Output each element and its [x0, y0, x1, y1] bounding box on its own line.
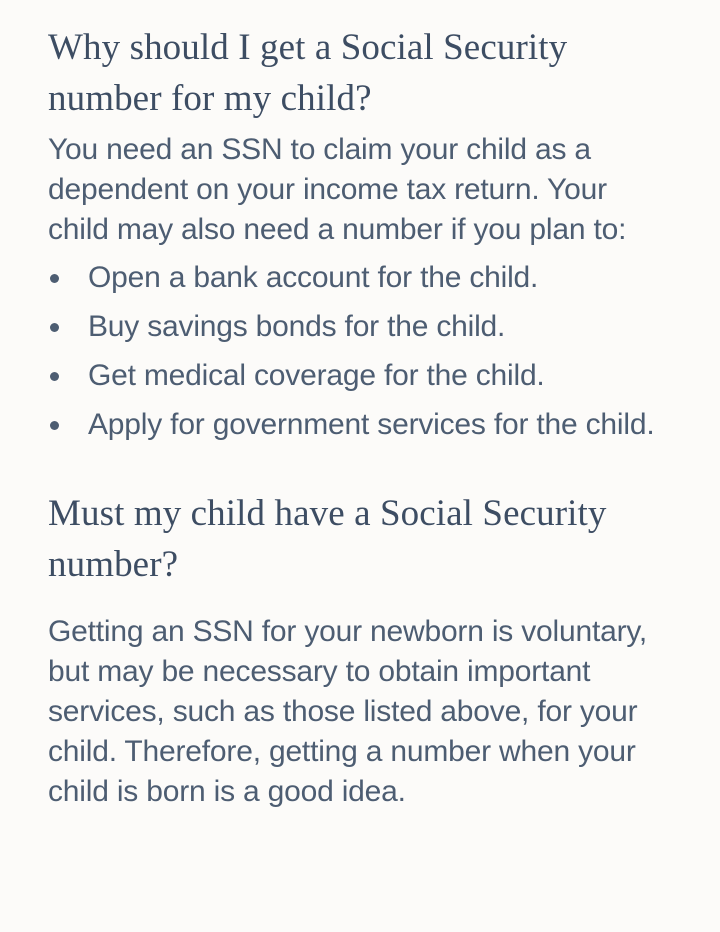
section-must-child-have-ssn [48, 488, 668, 812]
section-paragraph-must-child-have-ssn: Getting an SSN for your newborn is voluntary, but may be necessary to obtain important services, such as those listed above, for your child. Therefore, getting a number when your child is born is a good idea. [48, 615, 648, 808]
list-item-label: Open a bank account for the child. [88, 261, 539, 294]
heading-paragraph-spacer [48, 596, 668, 612]
list-item [48, 356, 668, 396]
section-heading-why-get-ssn: Why should I get a Social Security number for my child? [48, 27, 568, 119]
section-paragraph-why-get-ssn: You need an SSN to claim your child as a dependent on your income tax return. Your child may also need a number if you plan to: [48, 133, 627, 246]
list-item-label: Apply for government services for the child. [88, 408, 655, 441]
bullet-point-icon [50, 323, 59, 332]
bullet-point-icon [50, 421, 59, 430]
section-spacer [48, 454, 668, 488]
section-why-get-ssn [48, 22, 668, 445]
bullet-point-icon [50, 372, 59, 381]
list-item-label: Buy savings bonds for the child. [88, 310, 506, 343]
list-item [48, 307, 668, 347]
section-heading-must-child-have-ssn: Must my child have a Social Security number? [48, 493, 607, 585]
list-item-label: Get medical coverage for the child. [88, 359, 545, 392]
bullet-point-icon [50, 274, 59, 283]
list-item [48, 258, 668, 298]
list-item [48, 405, 668, 445]
reasons-bullet-list [48, 258, 668, 445]
